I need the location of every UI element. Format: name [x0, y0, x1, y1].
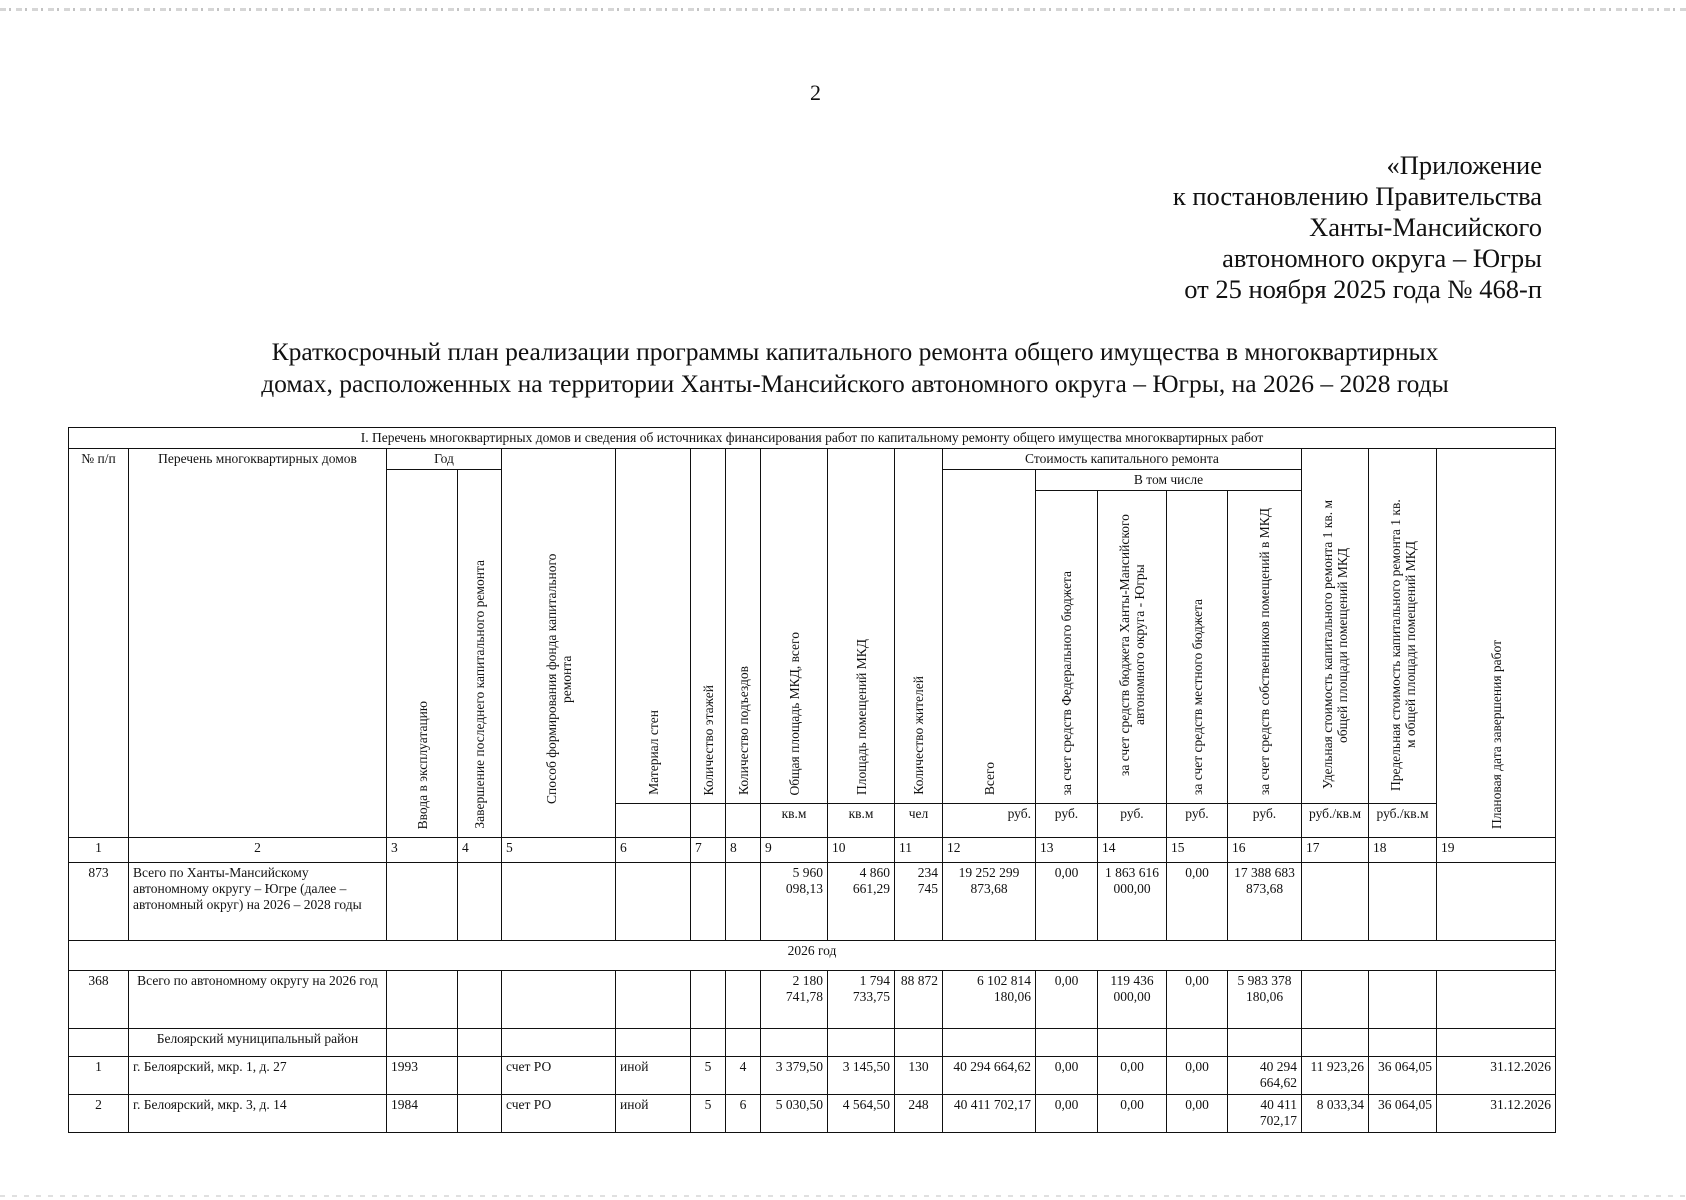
unit-owners: руб. [1228, 804, 1302, 838]
year-section-row [69, 941, 1556, 971]
appendix-line: Ханты-Мансийского [1309, 212, 1542, 242]
empty-cell [691, 863, 726, 941]
header-num: № п/п [69, 449, 129, 838]
empty-cell [1302, 1029, 1369, 1057]
empty-cell [502, 863, 616, 941]
empty-cell [616, 863, 691, 941]
empty-cell [1302, 971, 1369, 1029]
column-number: 12 [943, 838, 1036, 863]
appendix-line: автономного округа – Югры [1222, 243, 1542, 273]
cell-total: 40 294 664,62 [943, 1057, 1036, 1095]
empty-cell [458, 1029, 502, 1057]
column-number: 19 [1437, 838, 1556, 863]
cell-premises-area: 3 145,50 [828, 1057, 895, 1095]
cell-residents: 234 745 [895, 863, 943, 941]
appendix-line: «Приложение [1386, 150, 1542, 180]
district-row [69, 1029, 1556, 1057]
unit-unit-cost: руб./кв.м [1302, 804, 1369, 838]
header-entrances: Количество подъездов [726, 449, 761, 804]
cell-unit-cost: 8 033,34 [1302, 1095, 1369, 1133]
header-year: Год [387, 449, 502, 470]
cell-federal: 0,00 [1036, 863, 1098, 941]
empty-cell [828, 1029, 895, 1057]
document-title [140, 336, 1570, 400]
cell-fund-method: счет РО [502, 1057, 616, 1095]
header-local: за счет средств местного бюджета [1167, 491, 1228, 804]
header-total-area: Общая площадь МКД, всего [761, 449, 828, 804]
empty-cell [1167, 1029, 1228, 1057]
cell-year-last-repair [458, 1057, 502, 1095]
empty-cell [502, 971, 616, 1029]
unit-total: руб. [943, 804, 1036, 838]
title-line: Краткосрочный план реализации программы капитального ремонта общего имущества в многоквартирных [271, 337, 1439, 366]
empty-cell [458, 863, 502, 941]
header-federal: за счет средств Федерального бюджета [1036, 491, 1098, 804]
cell-entrances: 6 [726, 1095, 761, 1133]
empty-cell [387, 971, 458, 1029]
cell-local: 0,00 [1167, 863, 1228, 941]
row-address: г. Белоярский, мкр. 1, д. 27 [129, 1057, 387, 1095]
empty-cell [1098, 1029, 1167, 1057]
column-number: 5 [502, 838, 616, 863]
header-list: Перечень многоквартирных домов [129, 449, 387, 838]
cell-local: 0,00 [1167, 1057, 1228, 1095]
cell-total-area: 3 379,50 [761, 1057, 828, 1095]
cell-regional: 119 436 000,00 [1098, 971, 1167, 1029]
empty-cell [726, 863, 761, 941]
row-num: 1 [69, 1057, 129, 1095]
empty-cell [1036, 1029, 1098, 1057]
header-cost: Стоимость капитального ремонта [943, 449, 1302, 470]
unit-premises-area: кв.м [828, 804, 895, 838]
column-number: 15 [1167, 838, 1228, 863]
cell-planned-date: 31.12.2026 [1437, 1057, 1556, 1095]
cell-regional: 1 863 616 000,00 [1098, 863, 1167, 941]
cell-total-area: 2 180 741,78 [761, 971, 828, 1029]
header-including: В том числе [1036, 470, 1302, 491]
header-year-last-repair: Завершение последнего капитального ремонта [458, 470, 502, 838]
empty-cell [1437, 971, 1556, 1029]
unit-cell [726, 804, 761, 838]
row-address: г. Белоярский, мкр. 3, д. 14 [129, 1095, 387, 1133]
cell-owners: 40 411 702,17 [1228, 1095, 1302, 1133]
column-number: 13 [1036, 838, 1098, 863]
column-number: 10 [828, 838, 895, 863]
cell-federal: 0,00 [1036, 971, 1098, 1029]
empty-cell [726, 971, 761, 1029]
unit-cell [691, 804, 726, 838]
column-number: 1 [69, 838, 129, 863]
cell-owners: 5 983 378 180,06 [1228, 971, 1302, 1029]
cell-total-area: 5 030,50 [761, 1095, 828, 1133]
unit-cell [616, 804, 691, 838]
cell-year-commission: 1984 [387, 1095, 458, 1133]
cell-residents: 248 [895, 1095, 943, 1133]
header-residents: Количество жителей [895, 449, 943, 804]
empty-cell [895, 1029, 943, 1057]
cell-floors: 5 [691, 1095, 726, 1133]
empty-cell [387, 863, 458, 941]
cell-federal: 0,00 [1036, 1057, 1098, 1095]
capital-repair-table [68, 427, 1556, 1133]
header-total: Всего [943, 470, 1036, 804]
header-floors: Количество этажей [691, 449, 726, 804]
row-num: 368 [69, 971, 129, 1029]
scan-edge-bottom [0, 1195, 1686, 1197]
page-number: 2 [810, 80, 821, 105]
header-wall-material: Материал стен [616, 449, 691, 804]
empty-cell [616, 971, 691, 1029]
cell-wall-material: иной [616, 1095, 691, 1133]
header-planned-date: Плановая дата завершения работ [1437, 449, 1556, 838]
empty-cell [616, 1029, 691, 1057]
column-number: 4 [458, 838, 502, 863]
appendix-line: к постановлению Правительства [1172, 181, 1542, 211]
unit-total-area: кв.м [761, 804, 828, 838]
header-premises-area: Площадь помещений МКД [828, 449, 895, 804]
appendix-block [1173, 150, 1542, 305]
header-max-cost: Предельная стоимость капитального ремонта 1 кв. м общей площади помещений МКД [1369, 449, 1437, 804]
column-number: 14 [1098, 838, 1167, 863]
empty-cell [387, 1029, 458, 1057]
unit-regional: руб. [1098, 804, 1167, 838]
empty-cell [726, 1029, 761, 1057]
cell-federal: 0,00 [1036, 1095, 1098, 1133]
cell-premises-area: 1 794 733,75 [828, 971, 895, 1029]
column-number: 16 [1228, 838, 1302, 863]
cell-year-last-repair [458, 1095, 502, 1133]
cell-unit-cost: 11 923,26 [1302, 1057, 1369, 1095]
empty-cell [761, 1029, 828, 1057]
empty-cell [691, 971, 726, 1029]
table-section-title: I. Перечень многоквартирных домов и сведения об источниках финансирования работ по капитальному ремонту общего имущества многоквартирных работ [69, 428, 1556, 449]
column-number: 2 [129, 838, 387, 863]
column-number: 18 [1369, 838, 1437, 863]
cell-total-area: 5 960 098,13 [761, 863, 828, 941]
title-line: домах, расположенных на территории Ханты-Мансийского автономного округа – Югры, на 2026 – 2028 годы [261, 369, 1449, 398]
column-number: 3 [387, 838, 458, 863]
cell-planned-date: 31.12.2026 [1437, 1095, 1556, 1133]
row-num: 873 [69, 863, 129, 941]
cell-wall-material: иной [616, 1057, 691, 1095]
header-unit-cost: Удельная стоимость капитального ремонта 1 кв. м общей площади помещений МКД [1302, 449, 1369, 804]
appendix-line: от 25 ноября 2025 года № 468-п [1184, 274, 1542, 304]
empty-cell [1437, 863, 1556, 941]
year-section-label: 2026 год [69, 941, 1556, 971]
empty-cell [502, 1029, 616, 1057]
cell-floors: 5 [691, 1057, 726, 1095]
cell-premises-area: 4 564,50 [828, 1095, 895, 1133]
row-name: Всего по автономному округу на 2026 год [129, 971, 387, 1029]
cell-local: 0,00 [1167, 1095, 1228, 1133]
cell-regional: 0,00 [1098, 1057, 1167, 1095]
table-row [69, 1095, 1556, 1133]
cell-residents: 88 872 [895, 971, 943, 1029]
column-number: 11 [895, 838, 943, 863]
cell-regional: 0,00 [1098, 1095, 1167, 1133]
header-owners: за счет средств собственников помещений в МКД [1228, 491, 1302, 804]
cell-total: 19 252 299 873,68 [943, 863, 1036, 941]
row-name: Всего по Ханты-Мансийскому автономному округу – Югре (далее – автономный округ) на 2026 – 2028 годы [129, 863, 387, 941]
empty-cell [691, 1029, 726, 1057]
year-total-row [69, 971, 1556, 1029]
cell-local: 0,00 [1167, 971, 1228, 1029]
column-numbers-row [69, 838, 1556, 863]
cell-year-commission: 1993 [387, 1057, 458, 1095]
empty-cell [1369, 863, 1437, 941]
cell-fund-method: счет РО [502, 1095, 616, 1133]
empty-cell [1437, 1029, 1556, 1057]
empty-cell [1302, 863, 1369, 941]
district-name: Белоярский муниципальный район [129, 1029, 387, 1057]
unit-federal: руб. [1036, 804, 1098, 838]
empty-cell [943, 1029, 1036, 1057]
empty-cell [69, 1029, 129, 1057]
empty-cell [1369, 971, 1437, 1029]
row-num: 2 [69, 1095, 129, 1133]
column-number: 9 [761, 838, 828, 863]
cell-max-cost: 36 064,05 [1369, 1095, 1437, 1133]
unit-local: руб. [1167, 804, 1228, 838]
cell-entrances: 4 [726, 1057, 761, 1095]
cell-total: 40 411 702,17 [943, 1095, 1036, 1133]
header-year-commission: Ввода в эксплуатацию [387, 470, 458, 838]
cell-total: 6 102 814 180,06 [943, 971, 1036, 1029]
cell-owners: 40 294 664,62 [1228, 1057, 1302, 1095]
unit-max-cost: руб./кв.м [1369, 804, 1437, 838]
column-number: 8 [726, 838, 761, 863]
unit-residents: чел [895, 804, 943, 838]
empty-cell [458, 971, 502, 1029]
cell-residents: 130 [895, 1057, 943, 1095]
table-row [69, 1057, 1556, 1095]
empty-cell [1369, 1029, 1437, 1057]
grand-total-row [69, 863, 1556, 941]
empty-cell [1228, 1029, 1302, 1057]
column-number: 17 [1302, 838, 1369, 863]
header-regional: за счет средств бюджета Ханты-Мансийского автономного округа - Югры [1098, 491, 1167, 804]
column-number: 6 [616, 838, 691, 863]
cell-owners: 17 388 683 873,68 [1228, 863, 1302, 941]
scan-edge-top [0, 8, 1686, 11]
cell-premises-area: 4 860 661,29 [828, 863, 895, 941]
cell-max-cost: 36 064,05 [1369, 1057, 1437, 1095]
column-number: 7 [691, 838, 726, 863]
header-fund-method: Способ формирования фонда капитального ремонта [502, 449, 616, 838]
